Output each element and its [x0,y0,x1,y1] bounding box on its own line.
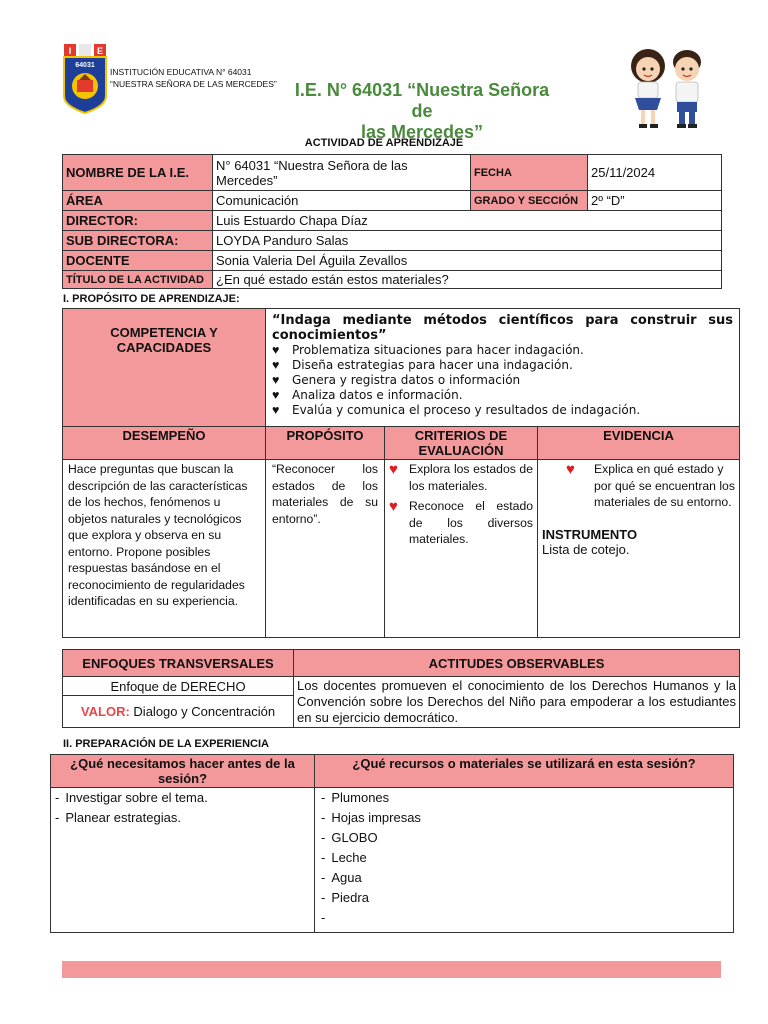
capacidad-item [272,358,733,373]
capacidad-text: Evalúa y comunica el proceso y resultados de indagación. [292,403,641,417]
preparation-table [50,754,734,933]
activity-title: ACTIVIDAD DE APRENDIZAJE [304,137,464,149]
heart-icon: ♥ [566,461,575,478]
heart-icon: ♥ [389,461,398,478]
subdirectora-value: LOYDA Panduro Salas [213,231,722,251]
recursos-label: ¿Qué recursos o materiales se utilizará en esta sesión? [315,755,734,788]
capacidad-text: Analiza datos e información. [292,388,463,402]
footer-bar [62,961,721,978]
capacidad-item [272,388,733,403]
dash-marker: - [55,790,60,805]
dash-marker: - [321,810,326,825]
dash-marker: - [321,830,326,845]
antes-cell [51,788,315,933]
heart-icon: ♥ [389,498,398,515]
list-item [321,908,727,928]
capacidad-text: Genera y registra datos o información [292,373,521,387]
title-line-1: I.E. N° 64031 “Nuestra Señora de [294,80,550,121]
grado-value: 2º “D” [588,191,722,211]
enfoque-value: Enfoque de DERECHO [63,677,294,696]
competencia-title: “Indaga mediante métodos científicos para construir sus conocimientos” [272,313,734,343]
list-item [321,848,727,868]
list-item-text: Planear estrategias. [65,810,181,825]
recursos-list [321,788,727,928]
dash-marker: - [321,890,326,905]
heart-icon: ♥ [272,373,280,387]
recursos-cell [315,788,734,933]
dash-marker: - [55,810,60,825]
crest-number: 64031 [75,62,95,69]
criterio-item [389,498,533,548]
titulo-value: ¿En qué estado están estos materiales? [213,271,722,289]
capacidad-item [272,373,733,388]
ie-value: N° 64031 “Nuestra Señora de las Mercedes” [213,155,471,191]
heart-icon: ♥ [272,343,280,357]
capacidad-text: Problematiza situaciones para hacer indagación. [292,343,584,357]
evidencia-text: Explica en qué estado y por qué se encuentran los materiales de su entorno. [594,462,735,509]
fecha-label: FECHA [471,155,588,191]
enfoques-table [62,649,740,728]
capacidad-item [272,403,733,418]
list-item-text: GLOBO [331,830,378,845]
list-item-text: Investigar sobre el tema. [65,790,208,805]
valor-value: Dialogo y Concentración [133,704,276,720]
docente-value: Sonia Valeria Del Águila Zevallos [213,251,722,271]
dash-marker: - [321,910,326,925]
criterios-list [389,461,533,548]
titulo-label: TÍTULO DE LA ACTIVIDAD [63,271,213,289]
criterio-text: Explora los estados de los materiales. [409,462,533,493]
director-label: DIRECTOR: [63,211,213,231]
evidencia-row [542,461,735,511]
criterio-text: Reconoce el estado de los diversos materiales. [409,499,533,546]
enfoques-label: ENFOQUES TRANSVERSALES [63,650,294,677]
list-item-text: Plumones [331,790,390,805]
competencia-label: COMPETENCIA Y CAPACIDADES [63,309,266,427]
proposito-label: PROPÓSITO [266,427,385,460]
list-item [55,808,310,828]
ie-label: NOMBRE DE LA I.E. [63,155,213,191]
children-illustration [622,44,714,132]
list-item-text: Agua [331,870,362,885]
instrumento-text: Lista de cotejo. [542,541,630,557]
evidencia-label: EVIDENCIA [538,427,740,460]
school-crest-logo [62,44,108,114]
section-2-heading: II. PREPARACIÓN DE LA EXPERIENCIA [63,738,269,750]
evidencia-cell [538,460,740,638]
actitud-text: Los docentes promueven el conocimiento de los Derechos Humanos y la Convención sobre los Derechos del Niño para empoderar a los estudiantes en su ejercicio democrático. [294,677,740,728]
crest-letter-i: I [68,46,72,56]
page-title [284,80,560,143]
capacidades-list [272,343,733,418]
list-item-text: Hojas impresas [331,810,421,825]
desempeno-label: DESEMPEÑO [63,427,266,460]
criterios-label: CRITERIOS DE EVALUACIÓN [385,427,538,460]
area-label: ÁREA [63,191,213,211]
list-item-text: Leche [331,850,367,865]
heart-icon: ♥ [272,358,280,372]
director-value: Luis Estuardo Chapa Díaz [213,211,722,231]
section-1-heading: I. PROPÓSITO DE APRENDIZAJE: [63,293,240,305]
institution-line-2: “NUESTRA SEÑORA DE LAS MERCEDES” [110,79,277,89]
antes-label: ¿Qué necesitamos hacer antes de la sesión? [51,755,315,788]
docente-label: DOCENTE [63,251,213,271]
crest-letter-e: E [96,46,104,56]
title-line-2: las Mercedes” [360,122,484,142]
valor-cell [63,696,294,728]
heart-icon: ♥ [272,403,280,417]
list-item [321,788,727,808]
capacidad-text: Diseña estrategias para hacer una indagación. [292,358,573,372]
antes-list [55,788,310,828]
learning-purpose-table [62,308,740,638]
dash-marker: - [321,870,326,885]
competencia-content [266,309,740,427]
list-item [321,808,727,828]
subdirectora-label: SUB DIRECTORA: [63,231,213,251]
criterios-cell [385,460,538,638]
criterio-item [389,461,533,494]
institution-line-1: INSTITUCIÓN EDUCATIVA N° 64031 [110,67,252,77]
fecha-value: 25/11/2024 [588,155,722,191]
list-item [321,868,727,888]
proposito-text: “Reconocer los estados de los materiales de su entorno”. [266,460,385,638]
list-item-text: Piedra [331,890,369,905]
dash-marker: - [321,850,326,865]
actitudes-label: ACTITUDES OBSERVABLES [294,650,740,677]
valor-label: VALOR: [80,704,130,720]
list-item [321,888,727,908]
desempeno-text: Hace preguntas que buscan la descripción de las características de los hechos, fenómenos u objetos naturales y tecnológicos que explora y observa en su entorno. Propone posibles respuestas basándose en el reconocimiento de regularidades identificadas en su experiencia. [63,460,266,638]
area-value: Comunicación [213,191,471,211]
list-item [321,828,727,848]
list-item [55,788,310,808]
general-info-table [62,154,722,289]
heart-icon: ♥ [272,388,280,402]
grado-label: GRADO Y SECCIÓN [471,191,588,211]
capacidad-item [272,343,733,358]
dash-marker: - [321,790,326,805]
institution-name-small [110,66,277,90]
instrumento-label: INSTRUMENTO [542,526,638,542]
